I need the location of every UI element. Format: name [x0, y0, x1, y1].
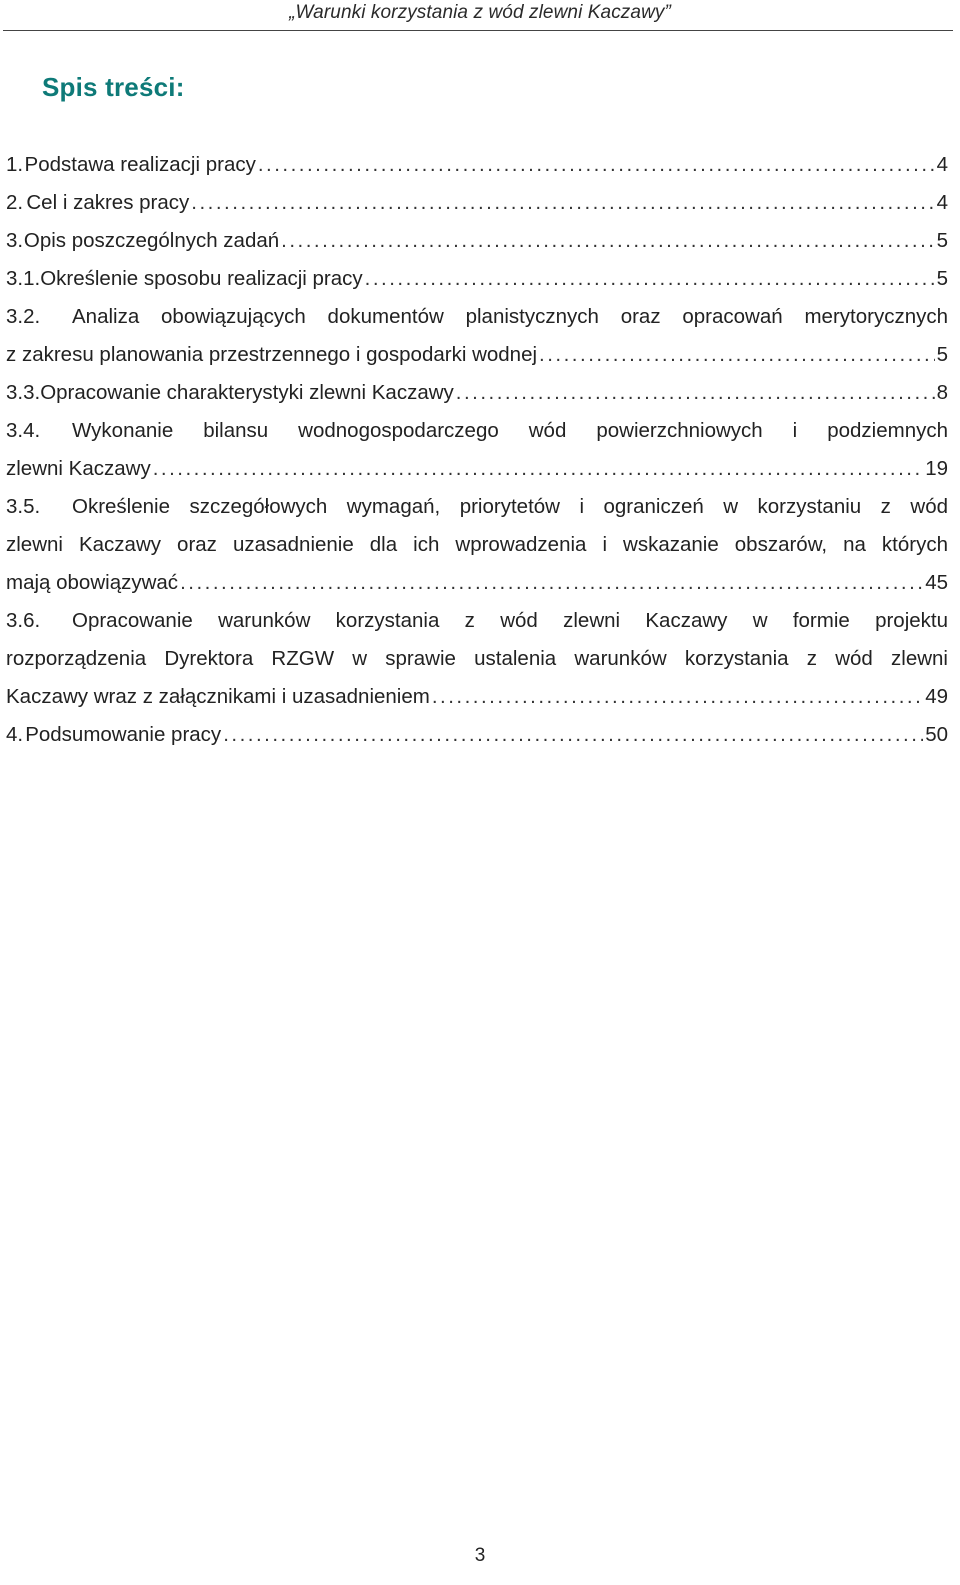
toc-entry-page: 5 [936, 267, 948, 290]
toc-entry-page: 19 [925, 457, 948, 480]
toc-entry-text: Opracowanie warunków korzystania z wód zlewni Kaczawy w formie projektu [72, 609, 948, 632]
toc-entry[interactable] [6, 146, 948, 184]
page-number: 3 [474, 1545, 486, 1566]
toc-entry-number: 3.1. [6, 267, 41, 290]
toc-entry-text: zlewni Kaczawy oraz uzasadnienie dla ich wprowadzenia i wskazanie obszarów, na których [6, 533, 948, 556]
toc-dot-leader [456, 374, 935, 412]
toc-entry-page: 4 [936, 153, 948, 176]
toc-dot-leader [153, 450, 923, 488]
toc-entry-line [6, 640, 948, 678]
toc-entry-number: 3.4. [6, 419, 41, 442]
toc-entry-page: 8 [936, 381, 948, 404]
toc-entry-last-line [6, 336, 948, 374]
toc-entry-text: Analiza obowiązujących dokumentów planistycznych oraz opracowań merytorycznych [72, 305, 948, 328]
toc-entry-page: 45 [925, 571, 948, 594]
toc-entry-text: Opracowanie charakterystyki zlewni Kaczawy [40, 381, 454, 404]
toc-entry-page: 50 [925, 723, 948, 746]
running-header: „Warunki korzystania z wód zlewni Kaczawy” [289, 2, 671, 23]
toc-title: Spis treści: [42, 72, 185, 102]
toc-entry-text: Określenie sposobu realizacji pracy [40, 267, 363, 290]
toc-entry-last-line [6, 564, 948, 602]
toc-dot-leader [281, 222, 934, 260]
toc-dot-leader [365, 260, 935, 298]
toc-entry-number: 4. [6, 723, 24, 746]
toc-entry-number: 1. [6, 153, 24, 176]
toc-dot-leader [191, 184, 934, 222]
toc-entry-last-line [6, 260, 948, 298]
toc-entry-text: Cel i zakres pracy [26, 191, 190, 214]
toc-entry-page: 5 [936, 343, 948, 366]
toc-entry-line [6, 488, 948, 526]
toc-entry-page: 5 [936, 229, 948, 252]
toc-entry-line [6, 412, 948, 450]
table-of-contents [6, 146, 948, 754]
toc-entry-number: 3. [6, 229, 24, 252]
toc-entry-text: mają obowiązywać [6, 571, 179, 594]
toc-entry-text: Podstawa realizacji pracy [24, 153, 256, 176]
toc-entry-page: 4 [936, 191, 948, 214]
toc-entry-text: Wykonanie bilansu wodnogospodarczego wód powierzchniowych i podziemnych [72, 419, 948, 442]
toc-entry-last-line [6, 716, 948, 754]
toc-entry[interactable] [6, 488, 948, 602]
toc-entry-text: Określenie szczegółowych wymagań, priorytetów i ograniczeń w korzystaniu z wód [72, 495, 948, 518]
toc-entry-text: Opis poszczególnych zadań [23, 229, 280, 252]
toc-entry[interactable] [6, 602, 948, 716]
toc-dot-leader [258, 146, 935, 184]
toc-dot-leader [180, 564, 923, 602]
toc-entry-text: zlewni Kaczawy [6, 457, 151, 480]
toc-entry-text: rozporządzenia Dyrektora RZGW w sprawie ustalenia warunków korzystania z wód zlewni [6, 647, 948, 670]
toc-entry-line [6, 526, 948, 564]
toc-dot-leader [539, 336, 935, 374]
toc-entry-page: 49 [925, 685, 948, 708]
toc-entry[interactable] [6, 412, 948, 488]
toc-entry-number: 3.5. [6, 495, 41, 518]
toc-entry[interactable] [6, 222, 948, 260]
toc-entry-line [6, 602, 948, 640]
toc-dot-leader [223, 716, 923, 754]
toc-entry-text: z zakresu planowania przestrzennego i gospodarki wodnej [6, 343, 538, 366]
toc-dot-leader [432, 678, 923, 716]
toc-entry-number: 3.3. [6, 381, 41, 404]
toc-entry-last-line [6, 450, 948, 488]
toc-entry-text: Kaczawy wraz z załącznikami i uzasadnieniem [6, 685, 430, 708]
toc-entry-line [6, 298, 948, 336]
toc-entry-last-line [6, 374, 948, 412]
toc-entry[interactable] [6, 298, 948, 374]
toc-entry[interactable] [6, 716, 948, 754]
toc-entry-text: Podsumowanie pracy [25, 723, 222, 746]
toc-entry-number: 3.2. [6, 305, 41, 328]
toc-entry-last-line [6, 184, 948, 222]
toc-entry-last-line [6, 222, 948, 260]
toc-entry-last-line [6, 146, 948, 184]
toc-entry-number: 3.6. [6, 609, 41, 632]
toc-entry[interactable] [6, 184, 948, 222]
toc-entry[interactable] [6, 374, 948, 412]
toc-entry-number: 2. [6, 191, 24, 214]
toc-entry-last-line [6, 678, 948, 716]
header-rule [3, 30, 953, 31]
toc-entry[interactable] [6, 260, 948, 298]
